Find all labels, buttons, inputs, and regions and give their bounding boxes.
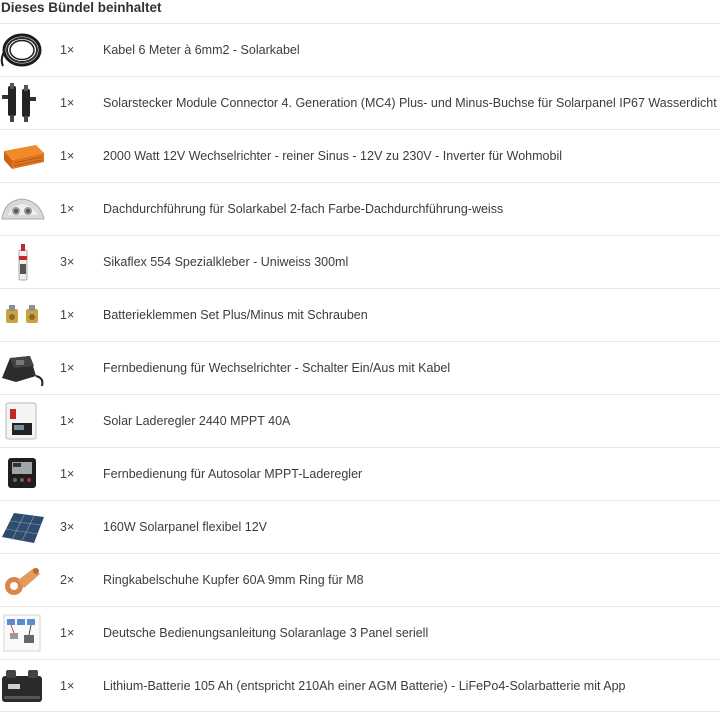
item-name: Deutsche Bedienungsanleitung Solaranlage 3 Panel seriell bbox=[103, 626, 429, 640]
item-quantity: 3× bbox=[60, 255, 75, 269]
charge-controller-icon bbox=[0, 401, 46, 441]
bundle-item bbox=[0, 23, 720, 76]
item-name: Batterieklemmen Set Plus/Minus mit Schrauben bbox=[103, 308, 368, 322]
adhesive-tube-icon bbox=[0, 242, 46, 282]
item-name: Lithium-Batterie 105 Ah (entspricht 210Ah einer AGM Batterie) - LiFePo4-Solarbatterie mit App bbox=[103, 679, 626, 693]
item-name: Dachdurchführung für Solarkabel 2-fach Farbe-Dachdurchführung-weiss bbox=[103, 202, 504, 216]
item-quantity: 3× bbox=[60, 520, 75, 534]
item-quantity: 1× bbox=[60, 467, 75, 481]
item-name: Solarstecker Module Connector 4. Generation (MC4) Plus- und Minus-Buchse für Solarpanel IP67 Wasserdicht bbox=[103, 96, 717, 110]
bundle-item bbox=[0, 447, 720, 500]
cable-coil-icon bbox=[0, 30, 46, 70]
bundle-item bbox=[0, 553, 720, 606]
item-quantity: 1× bbox=[60, 96, 75, 110]
item-quantity: 1× bbox=[60, 308, 75, 322]
bundle-item bbox=[0, 659, 720, 712]
bundle-item bbox=[0, 288, 720, 341]
ring-lug-icon bbox=[0, 560, 46, 600]
item-name: 160W Solarpanel flexibel 12V bbox=[103, 520, 267, 534]
item-name: Fernbedienung für Wechselrichter - Schalter Ein/Aus mit Kabel bbox=[103, 361, 451, 375]
item-quantity: 1× bbox=[60, 202, 75, 216]
manual-diagram-icon bbox=[0, 613, 46, 653]
remote-switch-icon bbox=[0, 348, 46, 388]
bundle-heading: Dieses Bündel beinhaltet bbox=[1, 0, 162, 15]
item-name: 2000 Watt 12V Wechselrichter - reiner Sinus - 12V zu 230V - Inverter für Wohmobil bbox=[103, 149, 562, 163]
mc4-connector-icon bbox=[0, 83, 46, 123]
item-name: Fernbedienung für Autosolar MPPT-Laderegler bbox=[103, 467, 363, 481]
item-quantity: 1× bbox=[60, 414, 75, 428]
item-quantity: 1× bbox=[60, 43, 75, 57]
inverter-icon bbox=[0, 136, 46, 176]
bundle-item bbox=[0, 129, 720, 182]
bundle-item bbox=[0, 182, 720, 235]
bundle-item-list bbox=[0, 23, 720, 712]
bundle-item bbox=[0, 76, 720, 129]
lithium-battery-icon bbox=[0, 666, 46, 706]
item-quantity: 1× bbox=[60, 361, 75, 375]
bundle-item bbox=[0, 341, 720, 394]
controller-display-icon bbox=[0, 454, 46, 494]
solar-panel-icon bbox=[0, 507, 46, 547]
item-quantity: 2× bbox=[60, 573, 75, 587]
item-name: Sikaflex 554 Spezialkleber - Uniweiss 300ml bbox=[103, 255, 349, 269]
item-quantity: 1× bbox=[60, 149, 75, 163]
item-name: Solar Laderegler 2440 MPPT 40A bbox=[103, 414, 291, 428]
bundle-item bbox=[0, 394, 720, 447]
roof-gland-icon bbox=[0, 189, 46, 229]
battery-terminal-icon bbox=[0, 295, 46, 335]
item-name: Ringkabelschuhe Kupfer 60A 9mm Ring für M8 bbox=[103, 573, 364, 587]
item-name: Kabel 6 Meter à 6mm2 - Solarkabel bbox=[103, 43, 300, 57]
bundle-item bbox=[0, 235, 720, 288]
item-quantity: 1× bbox=[60, 626, 75, 640]
bundle-item bbox=[0, 606, 720, 659]
item-quantity: 1× bbox=[60, 679, 75, 693]
bundle-item bbox=[0, 500, 720, 553]
